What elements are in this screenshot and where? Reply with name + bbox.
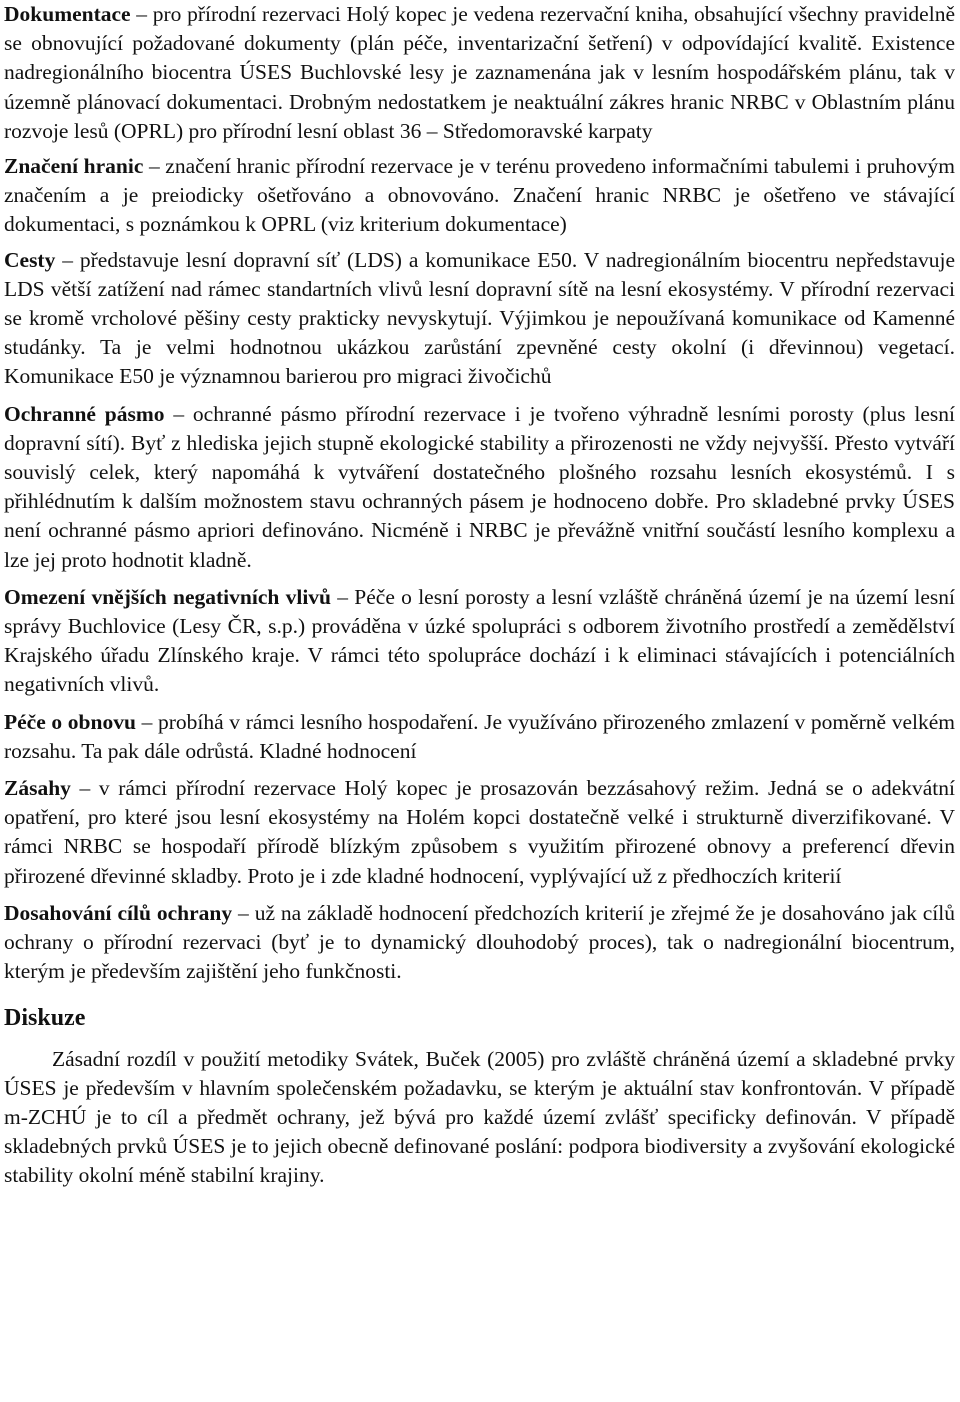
term-znaceni-hranic: Značení hranic bbox=[4, 154, 144, 179]
paragraph-body: – Péče o lesní porosty a lesní vzláště chráněná území je na území lesní správy Buchlovice (Lesy ČR, s.p.) prováděna v úzké spolupráci s odborem životního prostředí a zemědělství Krajského úřadu Zlínského kraje. V rámci této spolupráce dochází i k eliminaci stávajících i potenciálních negativních vlivů. bbox=[4, 584, 955, 697]
paragraph-body: – už na základě hodnocení předchozích kriterií je zřejmé že je dosahováno jak cílů ochrany o přírodní rezervaci (byť je to dynamický dlouhodobý proces), tak o nadregionální biocentrum, kterým je především zajištění jeho funkčnosti. bbox=[4, 900, 955, 984]
paragraph-body: – probíhá v rámci lesního hospodaření. Je využíváno přirozeného zmlazení v poměrně velkém rozsahu. Ta pak dále odrůstá. Kladné hodnocení bbox=[4, 709, 955, 763]
paragraph-omezeni-vlivu bbox=[4, 583, 955, 700]
paragraph-zasahy bbox=[4, 774, 955, 891]
term-pece-o-obnovu: Péče o obnovu bbox=[4, 709, 136, 734]
paragraph-body: – ochranné pásmo přírodní rezervace i je tvořeno výhradně lesními porosty (plus lesní dopravní sítí). Byť z hlediska jejich stupně ekologické stability a přirozenosti ne vždy nejvyšší. Přesto vytváří souvislý celek, který napomáhá k vytváření dostatečného plošného rozsahu lesních ekosystémů. I s přihlédnutím k dalším možnostem stavu ochranných pásem je hodnoceno dobře. Pro skladebné prvky ÚSES není ochranné pásmo apriori definováno. Nicméně i NRBC je převážně vnitřní součástí lesního komplexu a lze jej proto hodnotit kladně. bbox=[4, 401, 955, 572]
term-omezeni-vlivu: Omezení vnějších negativních vlivů bbox=[4, 584, 331, 609]
paragraph-body: – pro přírodní rezervaci Holý kopec je vedena rezervační kniha, obsahující všechny pravidelně se obnovující požadované dokumenty (plán péče, inventarizační šetření) v odpovídající kvalitě. Existence nadregionálního biocentra ÚSES Buchlovské lesy je zaznamenána jak v lesním hospodářském plánu, tak v územně plánovací dokumentaci. Drobným nedostatkem je neaktuální zákres hranic NRBC v Oblastním plánu rozvoje lesů (OPRL) pro přírodní lesní oblast 36 – Středomoravské karpaty bbox=[4, 2, 955, 143]
section-heading-diskuze: Diskuze bbox=[4, 1004, 86, 1031]
paragraph-znaceni-hranic bbox=[4, 152, 955, 240]
paragraph-body: – představuje lesní dopravní síť (LDS) a komunikace E50. V nadregionálním biocentru nepředstavuje LDS větší zatížení nad rámec standartních vlivů lesní dopravní sítě na lesní ekosystémy. V přírodní rezervaci se kromě vrcholové pěšiny cesty prakticky nevyskytují. Výjimkou je nepoužívaná komunikace od Kamenné studánky. Ta je velmi hodnotnou ukázkou zarůstání zpevněné cesty okolní (i dřevinnou) vegetací. Komunikace E50 je významnou barierou pro migraci živočichů bbox=[4, 247, 955, 389]
document-page bbox=[4, 0, 955, 1191]
term-ochranne-pasmo: Ochranné pásmo bbox=[4, 401, 165, 426]
paragraph-pece-o-obnovu bbox=[4, 708, 955, 766]
paragraph-ochranne-pasmo bbox=[4, 400, 955, 575]
paragraph-body: – značení hranic přírodní rezervace je v terénu provedeno informačními tabulemi i pruhovým značením a je preiodicky ošetřováno a obnovováno. Značení hranic NRBC je ošetřeno ve stávající dokumentaci, s poznámkou k OPRL (viz kriterium dokumentace) bbox=[4, 154, 955, 237]
term-cesty: Cesty bbox=[4, 247, 56, 272]
paragraph-cesty bbox=[4, 246, 955, 392]
term-dokumentace: Dokumentace bbox=[4, 2, 131, 26]
paragraph-dosahovani-cilu bbox=[4, 899, 955, 987]
term-dosahovani-cilu: Dosahování cílů ochrany bbox=[4, 900, 233, 925]
paragraph-body: – v rámci přírodní rezervace Holý kopec je prosazován bezzásahový režim. Jedná se o adekvátní opatření, pro které jsou lesní ekosystémy na Holém kopci dostatečně velké i strukturně diverzifikované. V rámci NRBC se hospodaří přírodě blízkým způsobem s využitím přirozené obnovy a preferencí dřevin přirozené dřevinné skladby. Proto je i zde kladné hodnocení, vyplývající už z předhoczích kriterií bbox=[4, 776, 955, 888]
paragraph-diskuze: Zásadní rozdíl v použití metodiky Svátek, Buček (2005) pro zvláště chráněná území a skladebné prvky ÚSES je především v hlavním společenském požadavku, se kterým je aktuální stav konfrontován. V případě m-ZCHÚ je to cíl a předmět ochrany, jež bývá pro každé území zvlášť specificky definován. V případě skladebných prvků ÚSES je to jejich obecně definované poslání: podpora biodiversity a zvyšování ekologické stability okolní méně stabilní krajiny. bbox=[4, 1046, 955, 1188]
term-zasahy: Zásahy bbox=[4, 776, 71, 801]
paragraph-dokumentace bbox=[4, 0, 955, 146]
